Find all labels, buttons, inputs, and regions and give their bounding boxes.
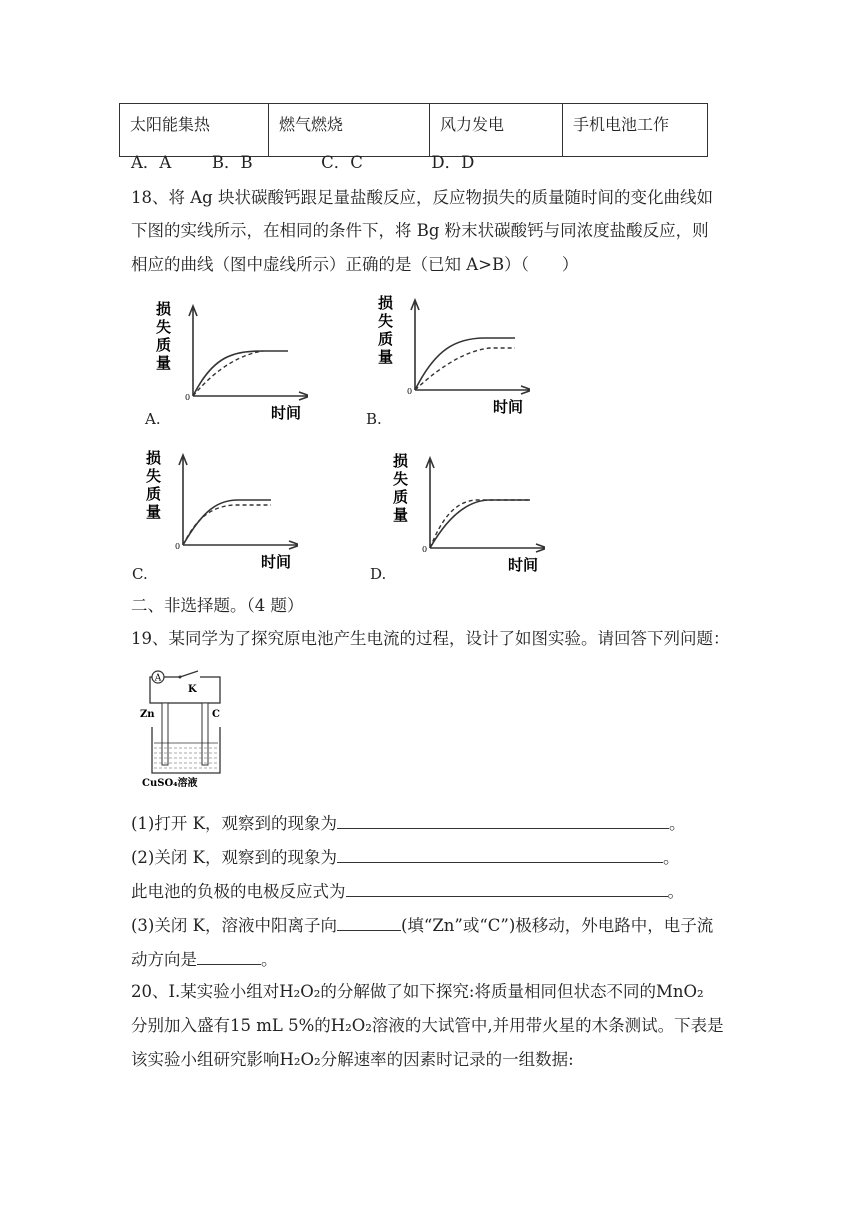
y-axis-label-char: 量 xyxy=(146,503,162,521)
x-axis-label: 时间 xyxy=(493,398,524,416)
switch-label: K xyxy=(188,684,197,695)
y-axis-label-char: 量 xyxy=(393,506,409,524)
q19-part2b: 此电池的负极的电极反应式为 。 xyxy=(131,882,684,901)
option-graph-b xyxy=(370,290,530,420)
x-axis-label: 时间 xyxy=(261,553,292,571)
option-graph-c xyxy=(138,445,298,575)
table-cell: 燃气燃烧 xyxy=(269,104,430,157)
q18-line1: 18、将 Ag 块状碳酸钙跟足量盐酸反应，反应物损失的质量随时间的变化曲线如 xyxy=(131,188,713,207)
origin-label: 0 xyxy=(422,545,428,554)
option-b: B．B xyxy=(211,153,253,172)
option-graph-d xyxy=(385,448,545,578)
option-graph-a xyxy=(148,296,308,426)
y-axis-label-char: 量 xyxy=(378,348,394,366)
solid-curve xyxy=(430,500,530,548)
graph-option-label: B. xyxy=(366,410,382,428)
section-2-heading: 二、非选择题。（4 题） xyxy=(131,596,304,615)
option-c: C．C xyxy=(321,153,363,172)
origin-label: 0 xyxy=(175,542,181,551)
q18-line3: 相应的曲线（图中虚线所示）正确的是（已知 A>B）（ ） xyxy=(131,255,579,274)
galvanic-cell-diagram xyxy=(140,665,250,790)
q19-intro: 19、某同学为了探究原电池产生电流的过程，设计了如图实验。请回答下列问题： xyxy=(131,629,730,648)
table-cell: 太阳能集热 xyxy=(120,104,269,157)
table-cell: 风力发电 xyxy=(430,104,563,157)
q18-line2: 下图的实线所示，在相同的条件下，将 Bg 粉末状碳酸钙与同浓度盐酸反应，则 xyxy=(131,221,709,240)
q20-line2: 分别加入盛有15 mL 5%的H₂O₂溶液的大试管中,并用带火星的木条测试。下表是 xyxy=(131,1016,724,1035)
dashed-curve xyxy=(415,348,515,390)
x-axis-label: 时间 xyxy=(508,556,539,574)
solid-curve xyxy=(193,351,288,396)
y-axis-label-char: 损 xyxy=(378,294,394,312)
y-axis-label-char: 量 xyxy=(156,354,172,372)
y-axis-label-char: 质 xyxy=(378,330,394,348)
answer-blank[interactable] xyxy=(197,950,261,965)
q19-part3: (3)关闭 K，溶液中阳离子向 (填“Zn”或“C”)极移动，外电路中，电子流 xyxy=(131,916,714,935)
q17-options xyxy=(131,155,474,172)
table-cell: 手机电池工作 xyxy=(563,104,708,157)
answer-blank[interactable] xyxy=(337,916,401,931)
energy-table xyxy=(119,103,708,157)
graph-option-label: D. xyxy=(370,565,387,583)
y-axis-label-char: 失 xyxy=(146,467,162,485)
y-axis-label-char: 质 xyxy=(146,485,162,503)
y-axis-label-char: 质 xyxy=(393,488,409,506)
x-axis-label: 时间 xyxy=(271,404,302,422)
y-axis-label-char: 损 xyxy=(393,452,409,470)
dashed-curve xyxy=(183,505,271,545)
graph-option-label: C. xyxy=(132,565,148,583)
dashed-curve xyxy=(430,500,530,548)
q19-part2: (2)关闭 K，观察到的现象为 。 xyxy=(131,848,680,867)
c-label: C xyxy=(212,709,220,720)
q20-line3: 该实验小组研究影响H₂O₂分解速率的因素时记录的一组数据: xyxy=(131,1050,574,1069)
y-axis-label-char: 损 xyxy=(146,449,162,467)
graph-option-label: A. xyxy=(145,410,161,428)
q19-part1: (1)打开 K，观察到的现象为 。 xyxy=(131,814,686,833)
axes xyxy=(179,455,298,549)
dashed-curve xyxy=(193,351,263,396)
y-axis-label-char: 损 xyxy=(156,300,172,318)
origin-label: 0 xyxy=(185,393,191,402)
y-axis-label-char: 失 xyxy=(156,318,172,336)
solid-curve xyxy=(183,500,271,545)
solution-label: CuSO₄溶液 xyxy=(142,778,198,789)
option-d: D．D xyxy=(431,153,475,172)
y-axis-label-char: 失 xyxy=(393,470,409,488)
zn-label: Zn xyxy=(140,709,155,720)
y-axis-label-char: 质 xyxy=(156,336,172,354)
q20-line1: 20、Ⅰ.某实验小组对H₂O₂的分解做了如下探究:将质量相同但状态不同的MnO₂ xyxy=(131,982,704,1001)
option-a: A．A xyxy=(131,153,172,172)
axes xyxy=(411,300,530,394)
answer-blank[interactable] xyxy=(337,848,663,863)
axes xyxy=(426,458,545,552)
origin-label: 0 xyxy=(407,387,413,396)
axes xyxy=(189,306,308,400)
ammeter-label: A xyxy=(154,673,162,684)
y-axis-label-char: 失 xyxy=(378,312,394,330)
solid-curve xyxy=(415,338,515,390)
answer-blank[interactable] xyxy=(346,882,668,897)
answer-blank[interactable] xyxy=(337,814,669,829)
q19-part3b: 动方向是 。 xyxy=(131,950,278,969)
